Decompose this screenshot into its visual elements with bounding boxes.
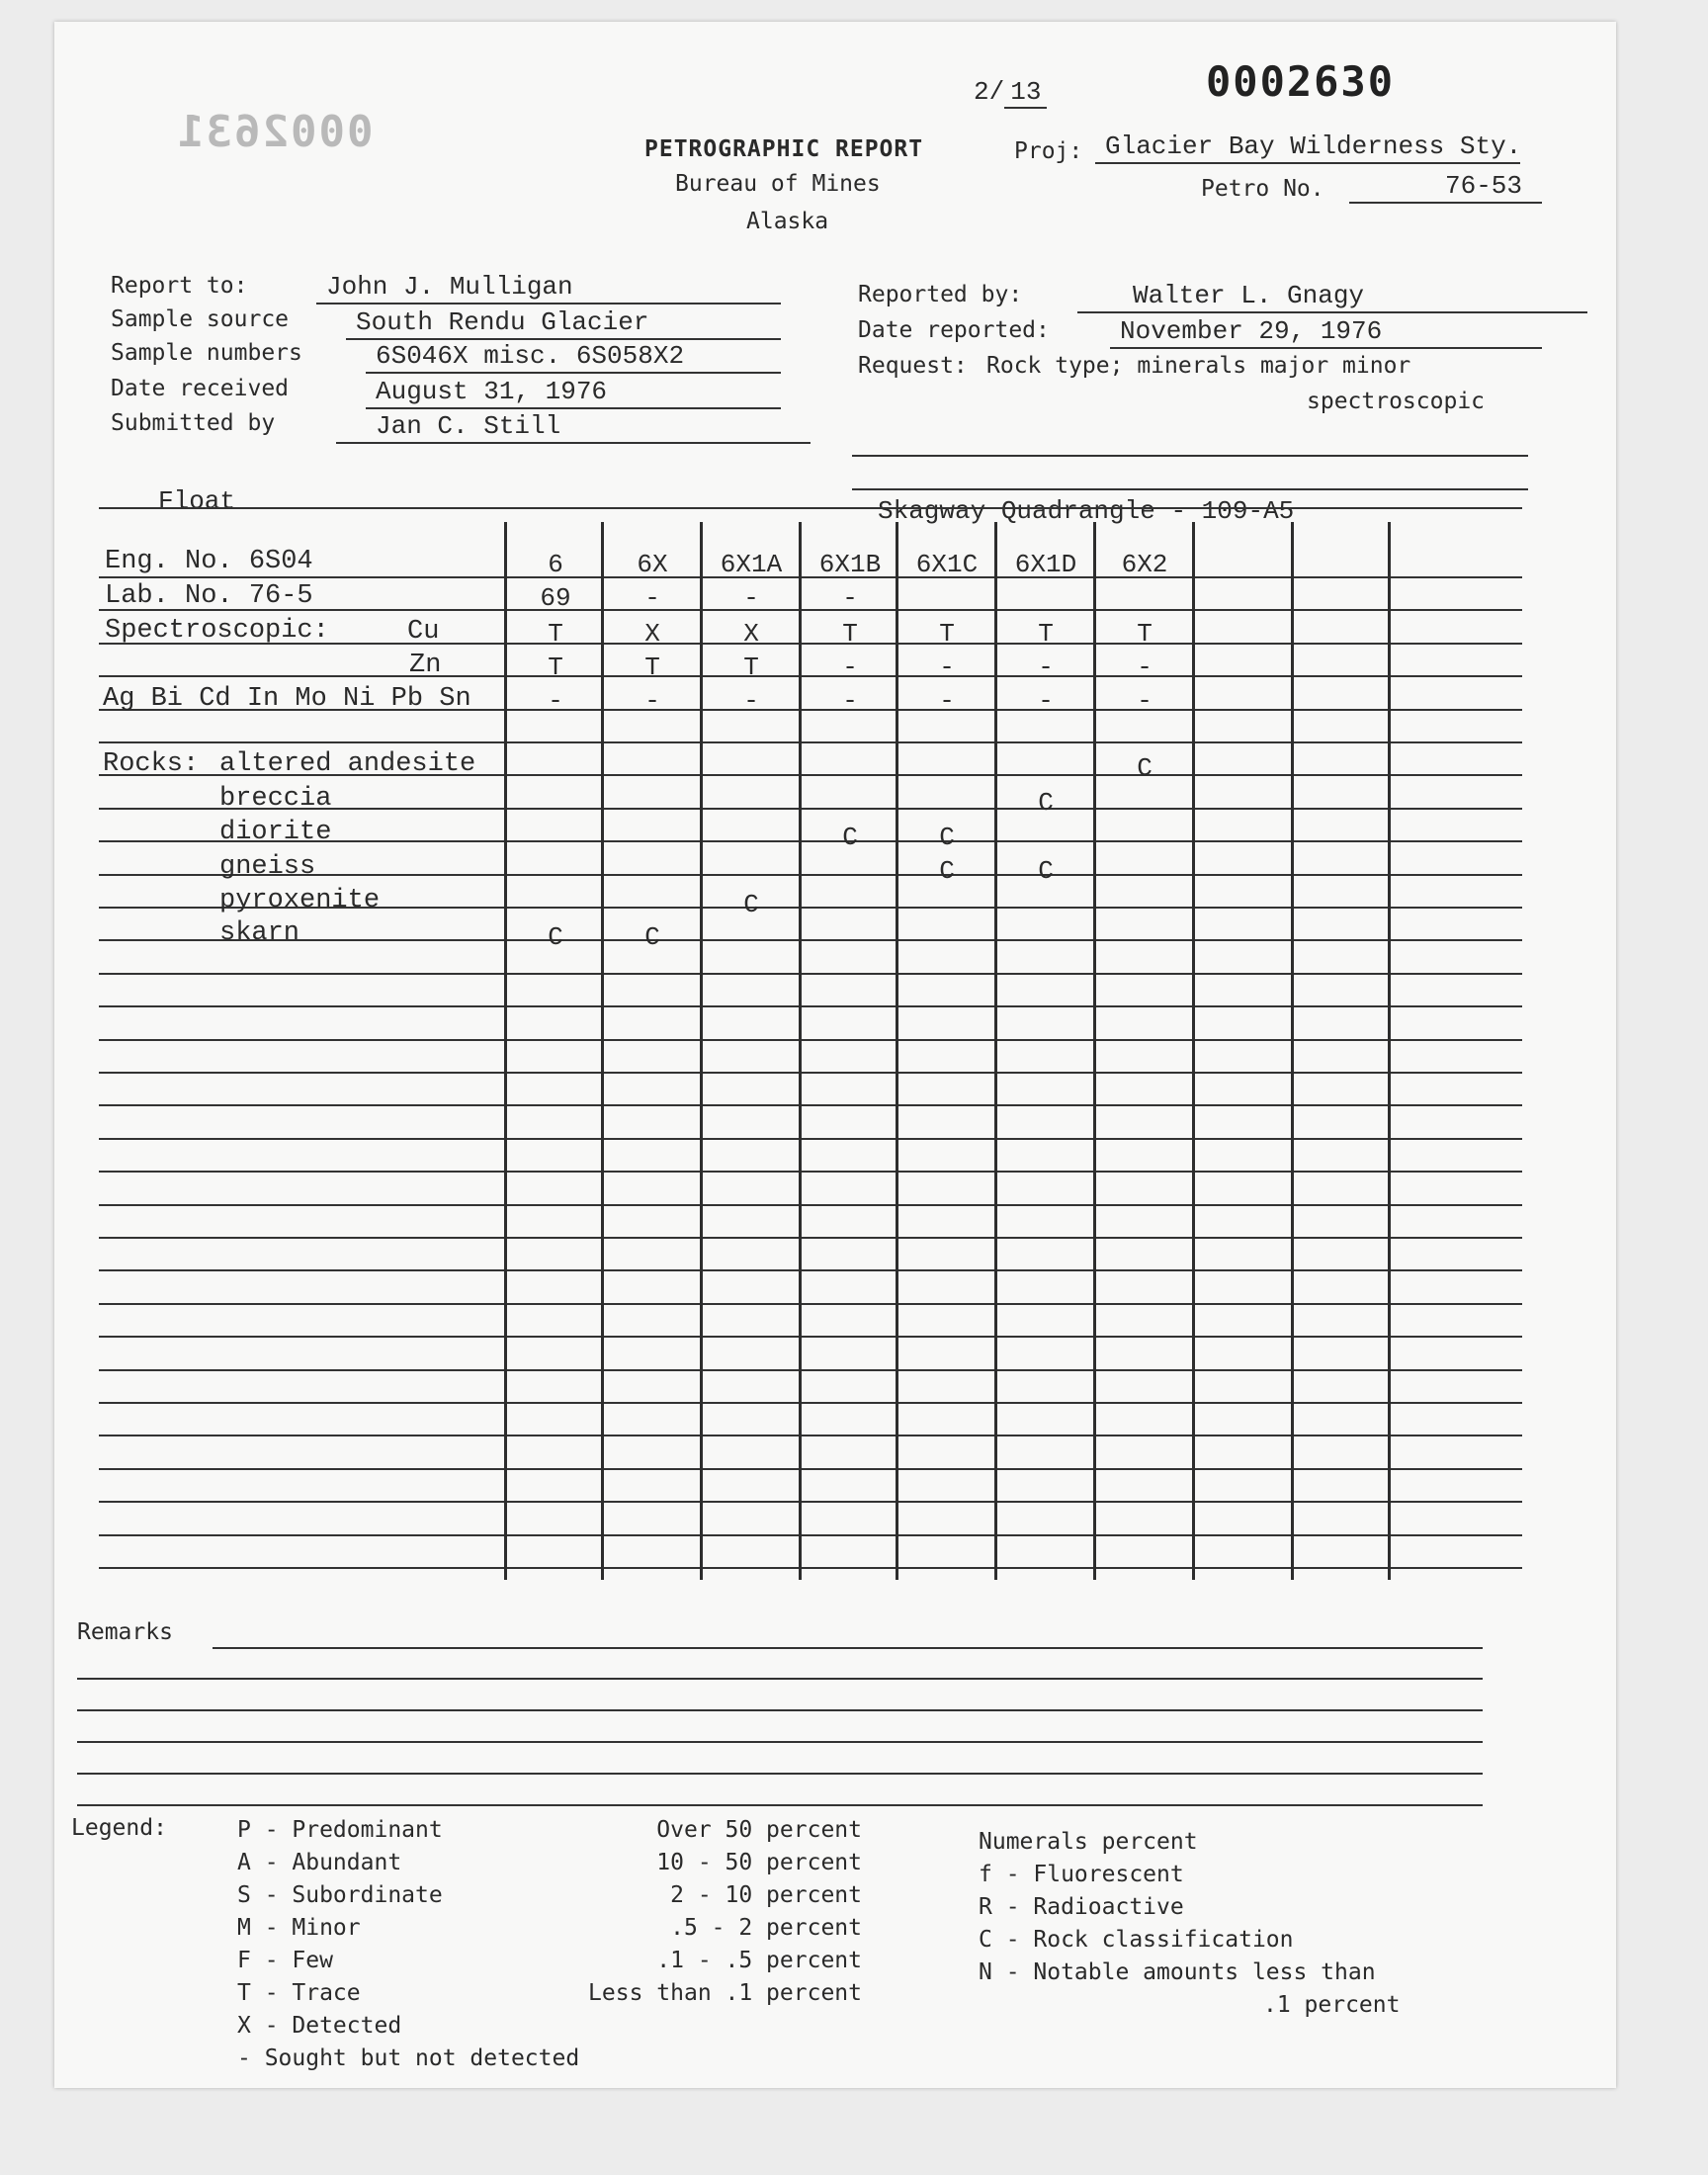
table-row-line bbox=[99, 1567, 1522, 1569]
request-value-1: Rock type; minerals major minor bbox=[986, 353, 1411, 379]
ghost-doc-number: 0002631 bbox=[176, 107, 374, 157]
table-row-line bbox=[99, 1171, 1522, 1173]
legend-code: A - Abundant bbox=[237, 1850, 402, 1875]
lab-number-cell: - bbox=[644, 583, 660, 613]
table-column-line bbox=[1388, 522, 1391, 1580]
elements-result-cell: - bbox=[1137, 686, 1153, 716]
remarks-line bbox=[77, 1678, 1483, 1680]
zn-result-cell: - bbox=[1137, 652, 1153, 682]
legend-code: T - Trace bbox=[237, 1980, 361, 2006]
lab-no-label: Lab. No. 76-5 bbox=[105, 581, 313, 611]
table-row-line bbox=[99, 507, 1522, 509]
rock-gneiss: gneiss bbox=[219, 852, 316, 882]
zn-result-cell: T bbox=[743, 652, 759, 682]
rock-classification-cell: C bbox=[1038, 788, 1054, 818]
lab-number-cell: - bbox=[743, 583, 759, 613]
page-marker-value: 13 bbox=[1004, 77, 1047, 109]
cu-result-cell: T bbox=[1038, 619, 1054, 649]
cu-label: Cu bbox=[407, 617, 440, 647]
proj-value: Glacier Bay Wilderness Sty. bbox=[1095, 130, 1520, 164]
legend-range: Less than .1 percent bbox=[588, 1980, 862, 2006]
zn-result-cell: T bbox=[644, 652, 660, 682]
legend-code: - Sought but not detected bbox=[237, 2045, 580, 2071]
remarks-line bbox=[213, 1647, 1483, 1649]
eng-number-cell: 6X2 bbox=[1121, 550, 1168, 579]
eng-no-label: Eng. No. 6S04 bbox=[105, 547, 313, 576]
sample-numbers-value: 6S046X misc. 6S058X2 bbox=[366, 340, 781, 374]
rock-classification-cell: C bbox=[1137, 753, 1153, 783]
eng-number-cell: 6X bbox=[637, 550, 668, 579]
proj-label: Proj: bbox=[1014, 138, 1083, 164]
cu-result-cell: T bbox=[939, 619, 955, 649]
elements-result-cell: - bbox=[644, 686, 660, 716]
elements-result-cell: - bbox=[548, 686, 563, 716]
table-row-line bbox=[99, 1468, 1522, 1470]
table-column-line bbox=[1291, 522, 1294, 1580]
eng-number-cell: 6X1D bbox=[1014, 550, 1077, 579]
zn-result-cell: T bbox=[548, 652, 563, 682]
report-to-value: John J. Mulligan bbox=[316, 271, 781, 304]
legend-range: .5 - 2 percent bbox=[670, 1915, 862, 1941]
sample-source-label: Sample source bbox=[111, 306, 290, 332]
sample-numbers-label: Sample numbers bbox=[111, 340, 302, 366]
cu-result-cell: T bbox=[842, 619, 858, 649]
eng-number-cell: 6 bbox=[548, 550, 563, 579]
table-row-line bbox=[99, 939, 1522, 941]
table-row-line bbox=[99, 973, 1522, 975]
eng-number-cell: 6X1A bbox=[720, 550, 783, 579]
spectroscopic-label: Spectroscopic: bbox=[105, 616, 329, 646]
remarks-line bbox=[77, 1804, 1483, 1806]
legend-code: X - Detected bbox=[237, 2013, 402, 2039]
table-row-line bbox=[99, 1534, 1522, 1536]
table-row-line bbox=[99, 741, 1522, 743]
legend-note: .1 percent bbox=[1263, 1992, 1401, 2018]
zn-result-cell: - bbox=[1038, 652, 1054, 682]
report-title: PETROGRAPHIC REPORT bbox=[644, 136, 924, 162]
table-row-line bbox=[99, 1104, 1522, 1106]
legend-note: R - Radioactive bbox=[979, 1894, 1184, 1920]
elements-label: Ag Bi Cd In Mo Ni Pb Sn bbox=[103, 684, 471, 714]
cu-result-cell: T bbox=[548, 619, 563, 649]
legend-code: P - Predominant bbox=[237, 1817, 443, 1843]
zn-label: Zn bbox=[409, 651, 442, 680]
elements-result-cell: - bbox=[1038, 686, 1054, 716]
rock-classification-cell: C bbox=[743, 890, 759, 919]
table-row-line bbox=[99, 1402, 1522, 1404]
table-row-line bbox=[99, 1005, 1522, 1007]
legend-range: 2 - 10 percent bbox=[670, 1882, 862, 1908]
legend-note: C - Rock classification bbox=[979, 1927, 1294, 1953]
cu-result-cell: X bbox=[743, 619, 759, 649]
petro-value: 76-53 bbox=[1349, 170, 1542, 204]
request-rule-1 bbox=[852, 455, 1528, 457]
page-marker bbox=[974, 77, 1047, 107]
rock-altered-andesite: altered andesite bbox=[219, 749, 476, 779]
rock-classification-cell: C bbox=[644, 922, 660, 952]
request-rule-2 bbox=[852, 488, 1528, 490]
date-reported-label: Date reported: bbox=[858, 317, 1050, 343]
table-row-line bbox=[99, 1336, 1522, 1338]
zn-result-cell: - bbox=[939, 652, 955, 682]
request-value-2: spectroscopic bbox=[1307, 389, 1486, 414]
reported-by-value: Walter L. Gnagy bbox=[1077, 280, 1587, 313]
remarks-label: Remarks bbox=[77, 1619, 173, 1645]
elements-result-cell: - bbox=[939, 686, 955, 716]
zn-result-cell: - bbox=[842, 652, 858, 682]
remarks-line bbox=[77, 1709, 1483, 1711]
submitted-by-value: Jan C. Still bbox=[336, 410, 811, 444]
remarks-line bbox=[77, 1741, 1483, 1743]
rock-pyroxenite: pyroxenite bbox=[219, 886, 381, 915]
page-marker-prefix: 2/ bbox=[974, 77, 1005, 107]
region-name: Alaska bbox=[746, 209, 829, 234]
table-row-line bbox=[99, 1269, 1522, 1271]
cu-result-cell: T bbox=[1137, 619, 1153, 649]
rock-breccia: breccia bbox=[219, 784, 332, 814]
legend-note: f - Fluorescent bbox=[979, 1862, 1184, 1887]
request-label: Request: bbox=[858, 353, 968, 379]
petro-label: Petro No. bbox=[1201, 176, 1324, 202]
legend-range: 10 - 50 percent bbox=[656, 1850, 862, 1875]
legend-code: M - Minor bbox=[237, 1915, 361, 1941]
table-row-line bbox=[99, 1237, 1522, 1239]
sample-source-value: South Rendu Glacier bbox=[346, 306, 781, 340]
quadrangle-label: Skagway Quadrangle - 109-A5 bbox=[878, 496, 1295, 526]
rock-classification-cell: C bbox=[842, 823, 858, 852]
rock-classification-cell: C bbox=[939, 823, 955, 852]
rock-skarn: skarn bbox=[219, 918, 300, 948]
legend-code: F - Few bbox=[237, 1948, 333, 1973]
date-received-label: Date received bbox=[111, 376, 290, 401]
table-row-line bbox=[99, 1138, 1522, 1140]
date-received-value: August 31, 1976 bbox=[366, 376, 781, 409]
lab-number-cell: - bbox=[842, 583, 858, 613]
report-to-label: Report to: bbox=[111, 273, 248, 299]
eng-number-cell: 6X1B bbox=[818, 550, 882, 579]
legend-range: .1 - .5 percent bbox=[656, 1948, 862, 1973]
table-row-line bbox=[99, 1369, 1522, 1371]
legend-note: Numerals percent bbox=[979, 1829, 1198, 1855]
lab-number-cell: 69 bbox=[540, 583, 571, 613]
bureau-name: Bureau of Mines bbox=[675, 171, 881, 197]
rock-classification-cell: C bbox=[548, 922, 563, 952]
date-reported-value: November 29, 1976 bbox=[1110, 315, 1542, 349]
table-row-line bbox=[99, 1072, 1522, 1074]
doc-number-stamp: 0002630 bbox=[1206, 57, 1396, 106]
elements-result-cell: - bbox=[842, 686, 858, 716]
legend-range: Over 50 percent bbox=[656, 1817, 862, 1843]
table-row-line bbox=[99, 1435, 1522, 1436]
rock-classification-cell: C bbox=[1038, 856, 1054, 886]
legend-note: N - Notable amounts less than bbox=[979, 1959, 1376, 1985]
table-row-line bbox=[99, 1204, 1522, 1206]
legend-label: Legend: bbox=[71, 1815, 167, 1841]
rock-classification-cell: C bbox=[939, 856, 955, 886]
submitted-by-label: Submitted by bbox=[111, 410, 276, 436]
reported-by-label: Reported by: bbox=[858, 282, 1023, 307]
table-row-line bbox=[99, 1501, 1522, 1503]
legend-code: S - Subordinate bbox=[237, 1882, 443, 1908]
table-row-line bbox=[99, 1303, 1522, 1305]
float-label: Float bbox=[158, 486, 236, 516]
remarks-line bbox=[77, 1773, 1483, 1775]
cu-result-cell: X bbox=[644, 619, 660, 649]
rocks-label: Rocks: bbox=[103, 749, 200, 779]
rock-diorite: diorite bbox=[219, 818, 332, 847]
elements-result-cell: - bbox=[743, 686, 759, 716]
eng-number-cell: 6X1C bbox=[915, 550, 979, 579]
table-row-line bbox=[99, 1039, 1522, 1041]
